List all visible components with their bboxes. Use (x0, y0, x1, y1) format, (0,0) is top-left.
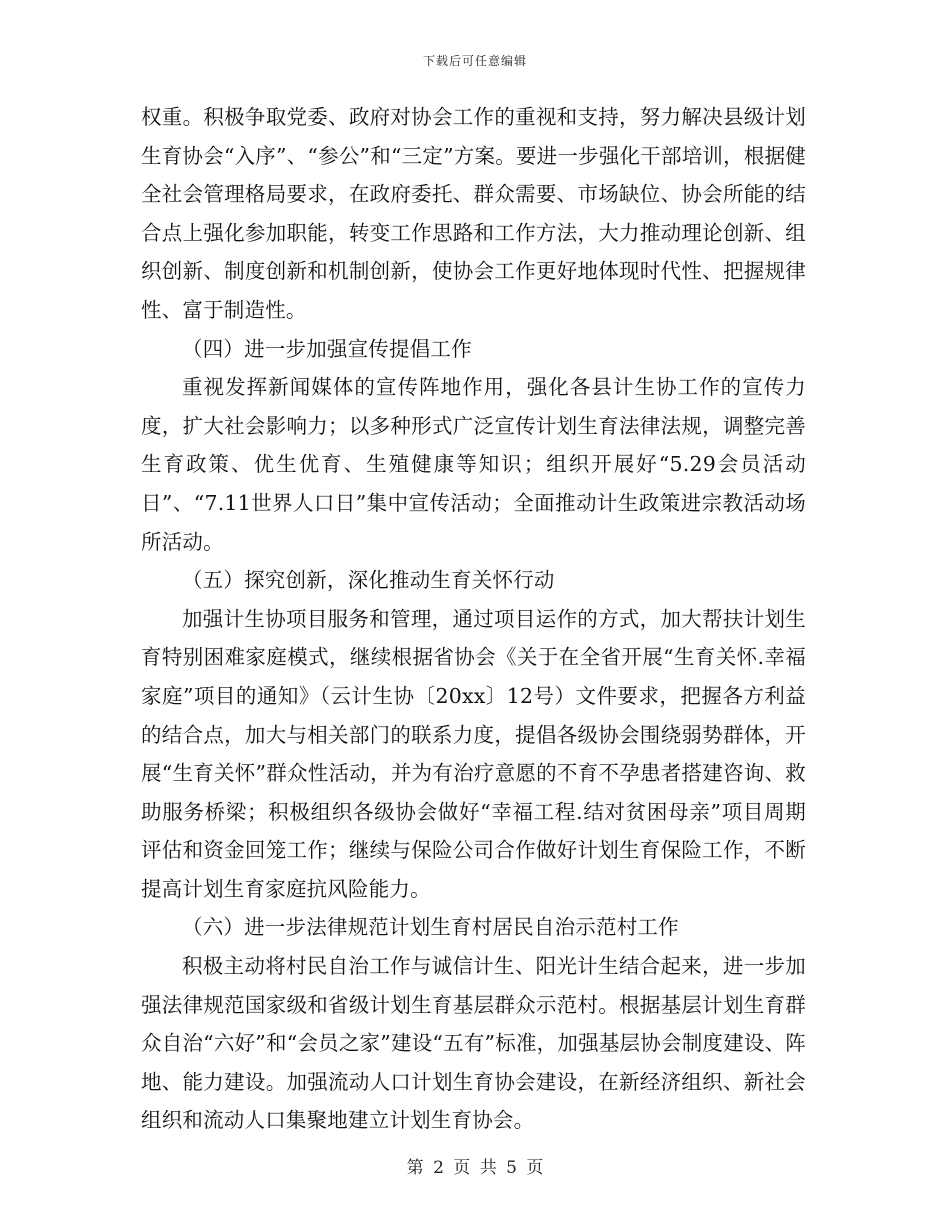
document-body (141, 98, 806, 1140)
page-header: 下载后可任意编辑 (422, 54, 527, 68)
page-number-footer: 第 2 页 共 5 页 (406, 1158, 544, 1178)
section-heading-4: （四）进一步加强宣传提倡工作 (182, 336, 472, 361)
paragraph-self-governance: 积极主动将村民自治工作与诚信计生、阳光计生结合起来，进一步加强法律规范国家级和省级计划生育基层群众示范村。根据基层计划生育群众自治“六好”和“会员之家”建设“五有”标准，加强基层协会制度建设、阵地、能力建设。加强流动人口计划生育协会建设，在新经济组织、新社会组织和流动人口集聚地建立计划生育协会。 (141, 954, 806, 1133)
section-heading-6: （六）进一步法律规范计划生育村居民自治示范村工作 (182, 915, 679, 940)
paragraph-continued: 权重。积极争取党委、政府对协会工作的重视和支持，努力解决县级计划生育协会“入序”、“参公”和“三定”方案。要进一步强化干部培训，根据健全社会管理格局要求，在政府委托、群众需要、市场缺位、协会所能的结合点上强化参加职能，转变工作思路和工作方法，大力推动理论创新、组织创新、制度创新和机制创新，使协会工作更好地体现时代性、把握规律性、富于制造性。 (141, 105, 806, 322)
paragraph-publicity: 重视发挥新闻媒体的宣传阵地作用，强化各县计生协工作的宣传力度，扩大社会影响力；以多种形式广泛宣传计划生育法律法规，调整完善生育政策、优生优育、生殖健康等知识；组织开展好“5.29会员活动日”、“7.11世界人口日”集中宣传活动；全面推动计生政策进宗教活动场所活动。 (141, 375, 806, 554)
paragraph-care-action: 加强计生协项目服务和管理，通过项目运作的方式，加大帮扶计划生育特别困难家庭模式，继续根据省协会《关于在全省开展“生育关怀.幸福家庭”项目的通知》（云计生协〔20xx〕12号）文件要求，把握各方利益的结合点，加大与相关部门的联系力度，提倡各级协会围绕弱势群体，开展“生育关怀”群众性活动，并为有治疗意愿的不育不孕患者搭建咨询、救助服务桥梁；积极组织各级协会做好“幸福工程.结对贫困母亲”项目周期评估和资金回笼工作；继续与保险公司合作做好计划生育保险工作，不断提高计划生育家庭抗风险能力。 (141, 606, 806, 901)
section-heading-5: （五）探究创新，深化推动生育关怀行动 (182, 568, 555, 593)
